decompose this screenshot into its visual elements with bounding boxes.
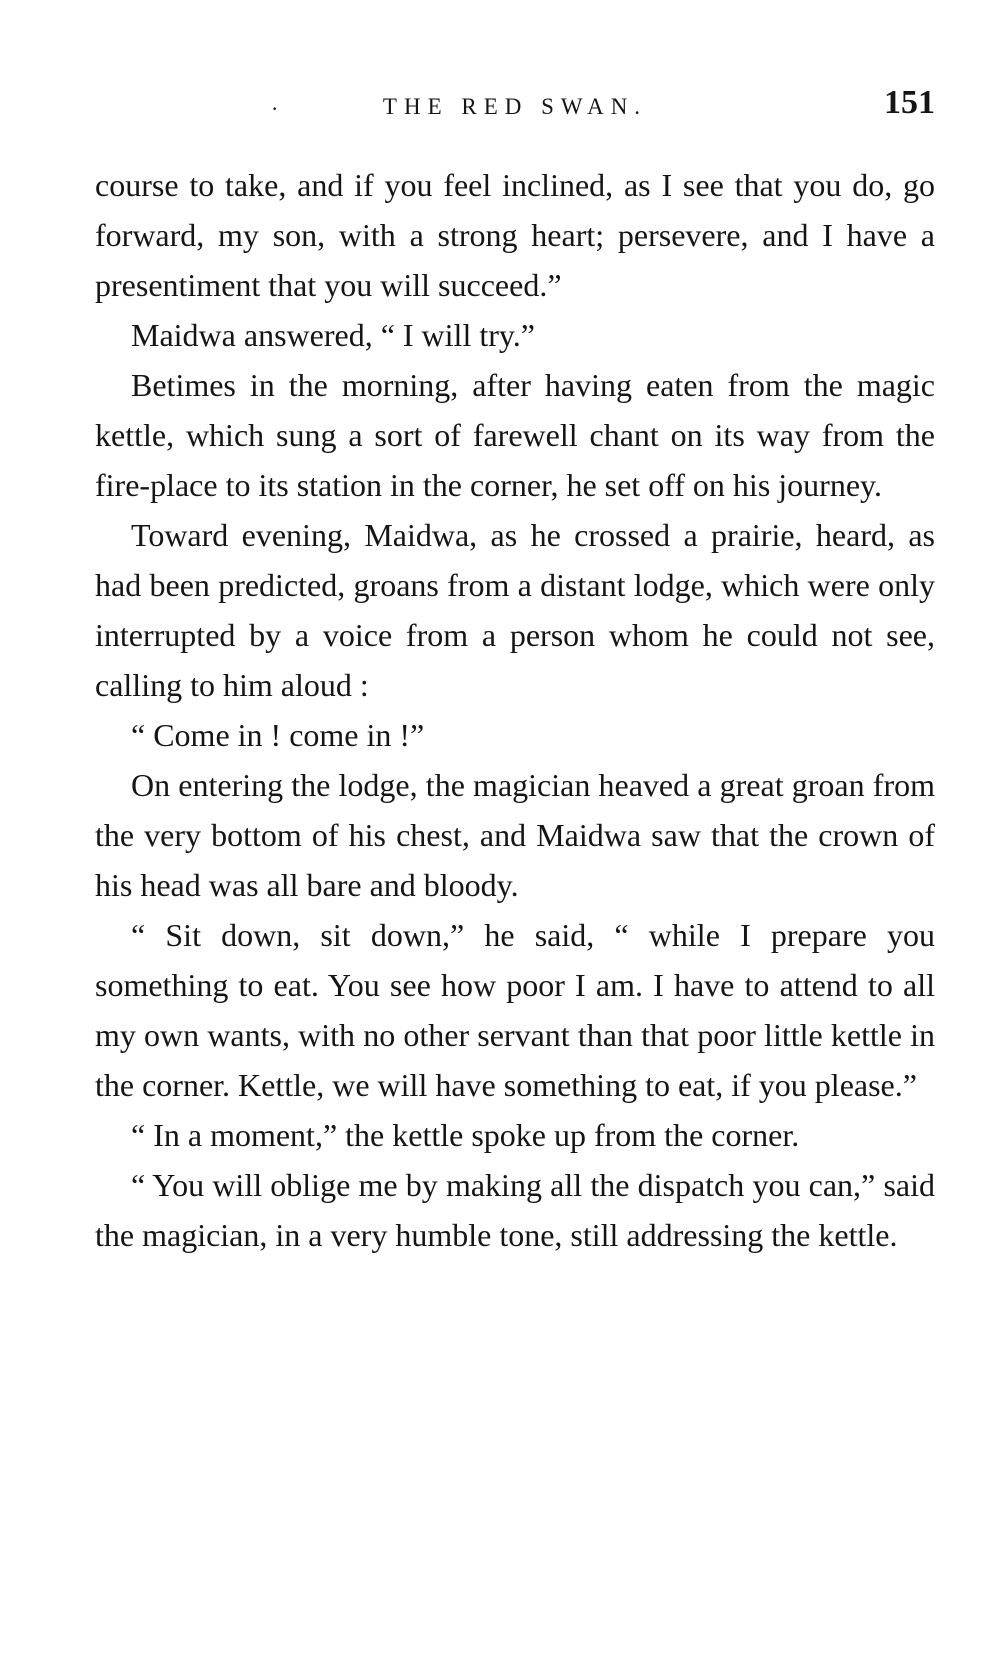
paragraph: Betimes in the morning, after having eaten from the magic kettle, which sung a sort of farewell chant on its way from the fire-place to its station in the corner, he set off on his journey. xyxy=(95,367,935,503)
paragraph: Toward evening, Maidwa, as he crossed a prairie, heard, as had been predicted, groans from a distant lodge, which were only interrupted by a voice from a person whom he could not see, calling to him aloud : xyxy=(95,517,935,703)
body-text xyxy=(95,160,935,1260)
running-head xyxy=(95,84,935,128)
page-number: 151 xyxy=(884,84,935,121)
paragraph: “ Sit down, sit down,” he said, “ while I prepare you something to eat. You see how poor I am. I have to attend to all my own wants, with no other servant than that poor little kettle in the corner. Kettle, we will have something to eat, if you please.” xyxy=(95,917,935,1103)
paragraph-continuation: course to take, and if you feel inclined, as I see that you do, go forward, my son, with a strong heart; persevere, and I have a presentiment that you will succeed.” xyxy=(95,167,935,303)
running-head-title: THE RED SWAN. xyxy=(382,94,648,119)
paragraph: Maidwa answered, “ I will try.” xyxy=(131,317,535,353)
paragraph: “ Come in ! come in !” xyxy=(131,717,425,753)
running-head-dot: · xyxy=(271,96,279,121)
paragraph: “ You will oblige me by making all the dispatch you can,” said the magician, in a very humble tone, still addressing the kettle. xyxy=(95,1167,935,1253)
paragraph: “ In a moment,” the kettle spoke up from the corner. xyxy=(131,1117,800,1153)
paragraph: On entering the lodge, the magician heaved a great groan from the very bottom of his chest, and Maidwa saw that the crown of his head was all bare and bloody. xyxy=(95,767,935,903)
